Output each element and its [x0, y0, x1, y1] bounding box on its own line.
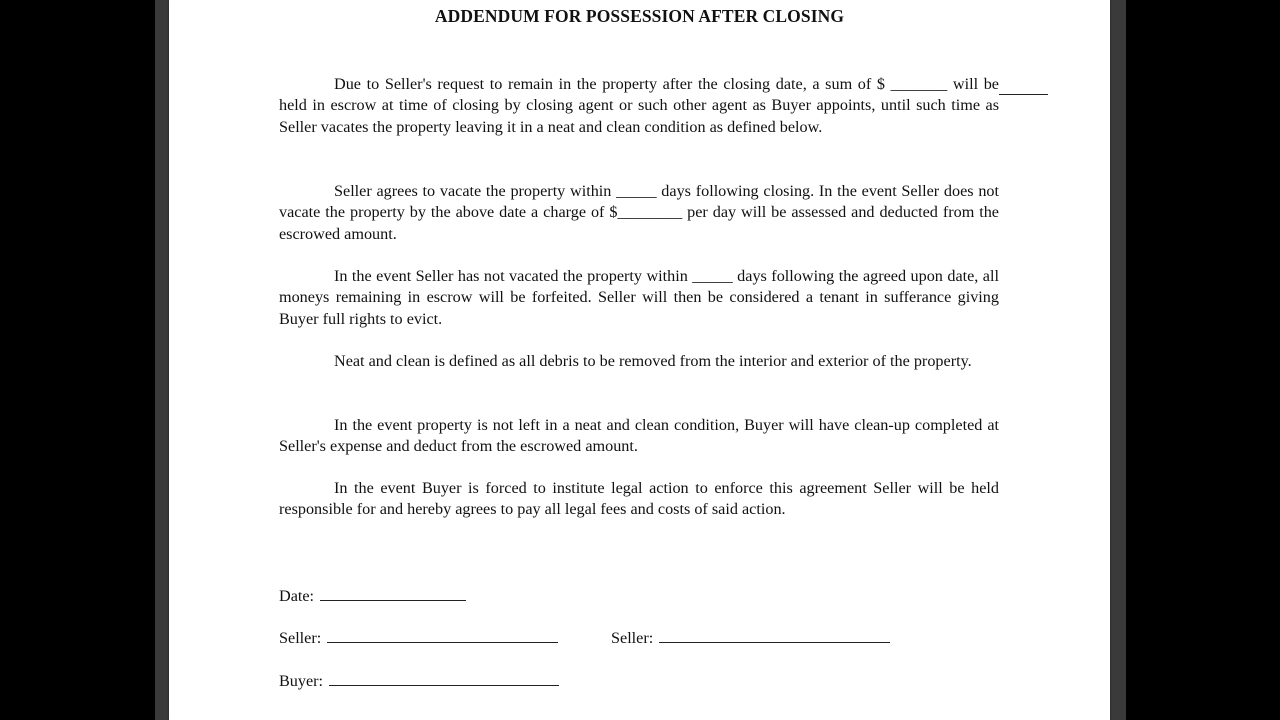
buyer-signature-line [279, 670, 559, 691]
paragraph-vacate-days: Seller agrees to vacate the property within _____ days following closing. In the event Seller does not vacate the property by the above date a charge of $________ per day will be assessed and deducted from the escrowed amount. [279, 182, 999, 243]
paragraph-neat-clean-definition: Neat and clean is defined as all debris to be removed from the interior and exterior of the property. [334, 352, 972, 370]
second-seller-signature-line [611, 627, 890, 648]
buyer-blank [329, 670, 559, 686]
paragraph-cleanup: In the event property is not left in a neat and clean condition, Buyer will have clean-up completed at Seller's expense and deduct from the escrowed amount. [279, 416, 999, 456]
date-signature-line [279, 585, 466, 606]
seller-signature-line [279, 627, 558, 648]
document-page [169, 0, 1110, 720]
paragraph-forfeiture: In the event Seller has not vacated the property within _____ days following the agreed upon date, all moneys remaining in escrow will be forfeited. Seller will then be considered a tenant in sufferance giving Buyer full rights to evict. [279, 267, 999, 328]
document-title: ADDENDUM FOR POSSESSION AFTER CLOSING [434, 6, 845, 26]
escrow-amount-blank-line [999, 94, 1048, 95]
paragraph-escrow-sum: Due to Seller's request to remain in the property after the closing date, a sum of $ _______ will be held in escrow at time of closing by closing agent or such other agent as Buyer appoints, until such time as Seller vacates the property leaving it in a neat and clean condition as defined below. [279, 75, 999, 136]
buyer-label: Buyer: [279, 672, 324, 690]
viewer-background-left [155, 0, 169, 720]
seller-blank [327, 627, 558, 643]
second-seller-label: Seller: [611, 629, 654, 647]
date-blank [320, 585, 466, 601]
date-label: Date: [279, 587, 315, 605]
paragraph-legal-action: In the event Buyer is forced to institute legal action to enforce this agreement Seller will be held responsible for and hereby agrees to pay all legal fees and costs of said action. [279, 479, 999, 519]
second-seller-blank [659, 627, 890, 643]
viewer-background-right [1110, 0, 1126, 720]
seller-label: Seller: [279, 629, 322, 647]
